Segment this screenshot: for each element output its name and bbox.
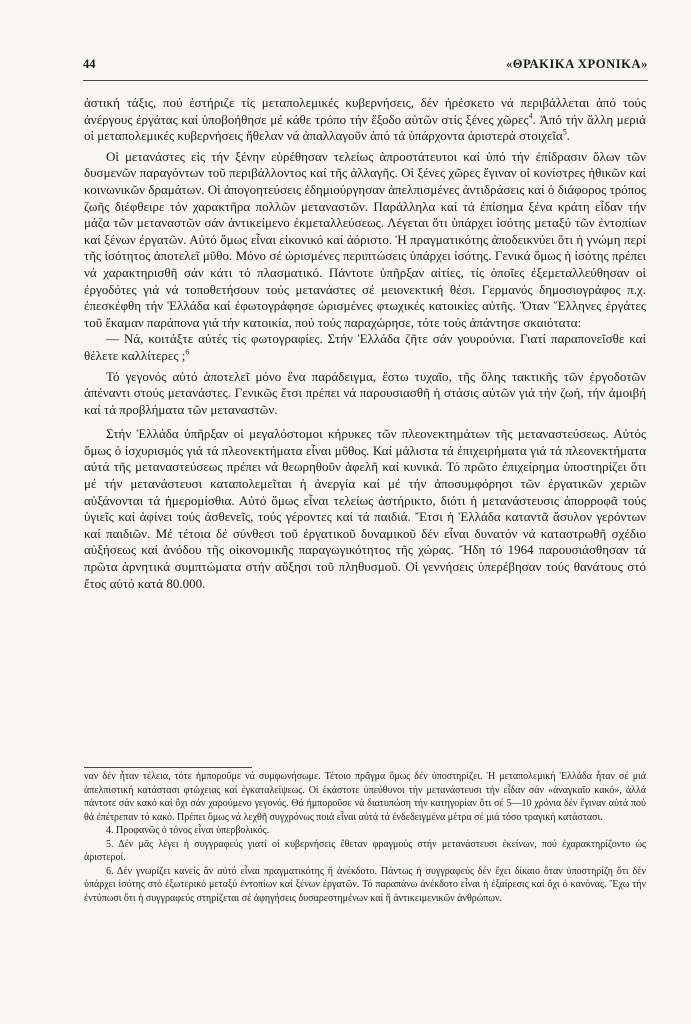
paragraph-3-text: — Νά, κοιτάξτε αὐτές τίς φωτογραφίες. Στήν Ἑλλάδα ζῆτε σάν γουρούνια. Γιατί παραπονεῖσθε καί θέλετε καλλίτερες ; xyxy=(84,331,646,363)
footnote-ref-5: 5 xyxy=(562,127,567,137)
main-text xyxy=(84,95,646,592)
footnote-ref-6: 6 xyxy=(185,347,190,357)
footnote-6: 6. Δέν γνωρίζει κανείς ἄν αὐτό εἶναι πραγματικότης ἤ ἀνέκδοτο. Πάντως ἡ συγγραφεύς δέν ἔχει δίκαιο ὅταν ὑποστηρίζη ὅτι δέν ὑπάρχει ἰσότης στό ἐξωτερικό μεταξύ ἐντοπίων καί ξένων ἐργατῶν. Τό παραπάνω ἀνέκδοτο εἶναι ἡ ἐξαίρεσις καί ὄχι ὁ κανόνας. Ἔχω τήν ἐντύπωσι ὅτι ἡ συγγραφεύς στηρίζεται σέ ἀφηγήσεις δυσαρεστημένων καί ἤ ἀντικειμενικῶν ἀνθρώπων. xyxy=(84,865,646,904)
paragraph-1-text: ἀστική τάξις, πού ἐστήριζε τίς μεταπολεμικές κυβερνήσεις, δέν ἠρέσκετο νά περιβάλλεται ἀπό τούς ἀνέργους ἐργάτας καί ὑποβοήθησε μέ κάθε τρόπο τήν ἔξοδο αὐτῶν στίς ξένες χῶρες xyxy=(84,95,646,127)
footnote-continuation: ναν δέν ἦταν τέλεια, τότε ἡμποροῦμε νά συμφωνήσωμε. Τέτοιο πρᾶγμα ὅμως δέν ὑποστηρίζει. Ἡ μεταπολεμική Ἑλλάδα ἦταν σέ μιά ἀπελπιστική κατάστασι φτώχειας καί ἐγκαταλείψεως. Οἱ ἑκάστοτε ὑπεύθυνοι τήν μετανάστευσι τήν εἶδαν σάν «ἀναγκαῖο κακό», ἀλλά πάντοτε σάν κακό καί ὄχι σάν χαρούμενο γεγονός. Θά ἡμποροῦσε νά διατυπώση τήν κατηγορίαν ὅτι σέ 5—10 χρόνια δέν ἔγιναν αὐτά πού θά ἐπέτρεπαν τό κακό. Πρέπει ὅμως νά λεχθῆ συγχρόνως ποιά εἶναι αὐτά τά ἐνδεδειγμένα μέτρα σέ μιά τόσο τραγική κατάστασι. xyxy=(84,771,646,823)
page-number: 44 xyxy=(83,57,96,71)
paragraph-1-text-b: . Ἀπό τήν ἄλλη μεριά οἱ μεταπολεμικές κυβερνήσεις ἤθελαν νά ἀπαλλαγοῦν ἀπό τά ὑπάρχοντα ἀριστερά στοιχεῖα xyxy=(84,111,646,144)
footnote-4: 4. Προφανῶς ὁ τόνος εἶναι ὑπερβολικός. xyxy=(106,825,270,836)
journal-title: «ΘΡΑΚΙΚΑ ΧΡΟΝΙΚΑ» xyxy=(505,57,648,71)
paragraph-3-dialogue xyxy=(84,331,646,364)
header-rule xyxy=(83,80,648,81)
footnotes xyxy=(84,770,646,905)
paragraph-1 xyxy=(84,95,646,145)
footnote-5: 5. Δέν μᾶς λέγει ἡ συγγραφεύς γιατί οἱ κυβερνήσεις ἔθεταν φραγμούς στήν μετανάστευσι ἐκείνων, πού ἐχαρακτηρίζοντο ὡς ἀριστεροί. xyxy=(84,838,646,863)
paragraph-5: Στήν Ἑλλάδα ὑπῆρξαν οἱ μεγαλόστομοι κήρυκες τῶν πλεονεκτημάτων τῆς μεταναστεύσεως. Αὐτός ὅμως ὁ ἰσχυρισμός γιά τά πλεονεκτήματα εἶναι μῦθος. Καί μάλιστα τά ἐπιχειρήματα γιά τά πλεονεκτήματα αὐτά τῆς μεταναστεύσεως πρέπει νά θεωρηθοῦν ἀφελῆ καί κυνικά. Τό πρῶτο ἐπιχείρημα ὑποστηρίζει ὅτι μέ τήν μετανάστευσι καταπολεμεῖται ἡ ἀνεργία καί μέ τήν ἀποσυμφόρησι τῶν ἐργατικῶν χεριῶν αὐξάνονται τά ἡμερομίσθια. Αὐτό ὅμως εἶναι τελείως ἀστήρικτο, διότι ἡ μετανάστευσις ἀπορροφᾶ τούς ὑγιεῖς καί ἀφίνει τούς ἀσθενεῖς, τούς γέροντες καί τά παιδιά. Ἔτσι ἡ Ἑλλάδα καταντᾶ ἄσυλον γερόντων καί παιδιῶν. Μέ τέτοια δέ σύνθεσι τοῦ ἐργατικοῦ δυναμικοῦ δέν εἶναι δυνατόν νά καταστρωθῆ σχέδιο αὐξήσεως καί ἀνόδου τῆς οἰκονομικῆς παραγωγικότητος τῆς χώρας. Ἤδη τό 1964 παρουσιάσθησαν τά πρῶτα ἀρνητικά συμπτώματα στήν αὔξησι τοῦ πληθυσμοῦ. Οἱ γεννήσεις ὑπερέβησαν τούς θανάτους στό ἔτος αὐτό κατά 80.000. xyxy=(84,426,646,591)
footnote-separator xyxy=(84,767,252,768)
paragraph-2: Οἱ μετανάστες εἰς τήν ξένην εὑρέθησαν τελείως ἀπροστάτευτοι καί ὑπό τήν ἐπίδρασιν ὅλων τῶν δυσμενῶν παραγόντων τοῦ περιβάλλοντος καί τῆς ἀλλαγῆς. Οἱ ξένες χῶρες ἔγιναν οἱ κονίστρες ἠθικῶν καί κοινωνικῶν δραμάτων. Οἱ ἀπογοητεύσεις ἐδημιούργησαν ἀπελπισμένες ἀντιδράσεις καί ὁ διάφορος τρόπος ζωῆς διέφθειρε τόν χαρακτῆρα πολλῶν μεταναστῶν. Παράλληλα καί τά ἐπίσημα ξένα κράτη εἶδαν τήν μάζα τῶν μεταναστῶν σάν ἀντικείμενο ἐκμεταλλεύσεως. Λέγεται ὅτι ὑπάρχει ἰσότης μεταξύ τῶν ἐντοπίων καί ξένων ἐργατῶν. Αὐτό ὅμως εἶναι εἰκονικό καί ἀόριστο. Ἡ πραγματικότης ἀποδεικνύει ὅτι ἡ γνώμη περί τῆς ἰσότητος ἀποτελεῖ μῦθο. Μόνο σέ ὡρισμένες περιπτώσεις ὑπάρχει ἰσότης. Γενικά ὅμως ἡ ἰσότης πρέπει νά χαρακτηρισθῆ σάν κάτι τό πλασματικό. Πάντοτε ὑπῆρξαν αἰτίες, τίς ὁποῖες ἐξεμεταλλεύθησαν οἱ ἐργοδότες γιά νά τοποθετήσουν τούς μετανάστες σέ μειονεκτική θέσι. Γερμανός δημοσιογράφος π.χ. ἐπεσκέφθη τήν Ἑλλάδα καί ἐφωτογράφησε ὡρισμένες φτωχικές κατοικίες αὐτῆς. Ὅταν Ἕλληνες ἐργάτες τοῦ ἔκαμαν παράπονα γιά τήν κατοικία, πού τούς παραχώρησε, τότε τούς ἀπάντησε σκαιότατα: xyxy=(84,148,646,330)
running-header xyxy=(83,57,648,72)
paragraph-4: Τό γεγονός αὐτό ἀποτελεῖ μόνο ἕνα παράδειγμα, ἔστω τυχαῖο, τῆς ὅλης τακτικῆς τῶν ἐργοδοτῶν ἀπέναντι στούς μετανάστες. Γενικῶς ἔτσι πρέπει νά παρουσιασθῆ ἡ στάσις αὐτῶν γιά τήν ζωή, τήν ἀμοιβή καί τά προβλήματα τῶν μεταναστῶν. xyxy=(84,368,646,417)
paragraph-1-end: . xyxy=(566,128,570,144)
footnote-ref-4: 4 xyxy=(528,111,533,121)
